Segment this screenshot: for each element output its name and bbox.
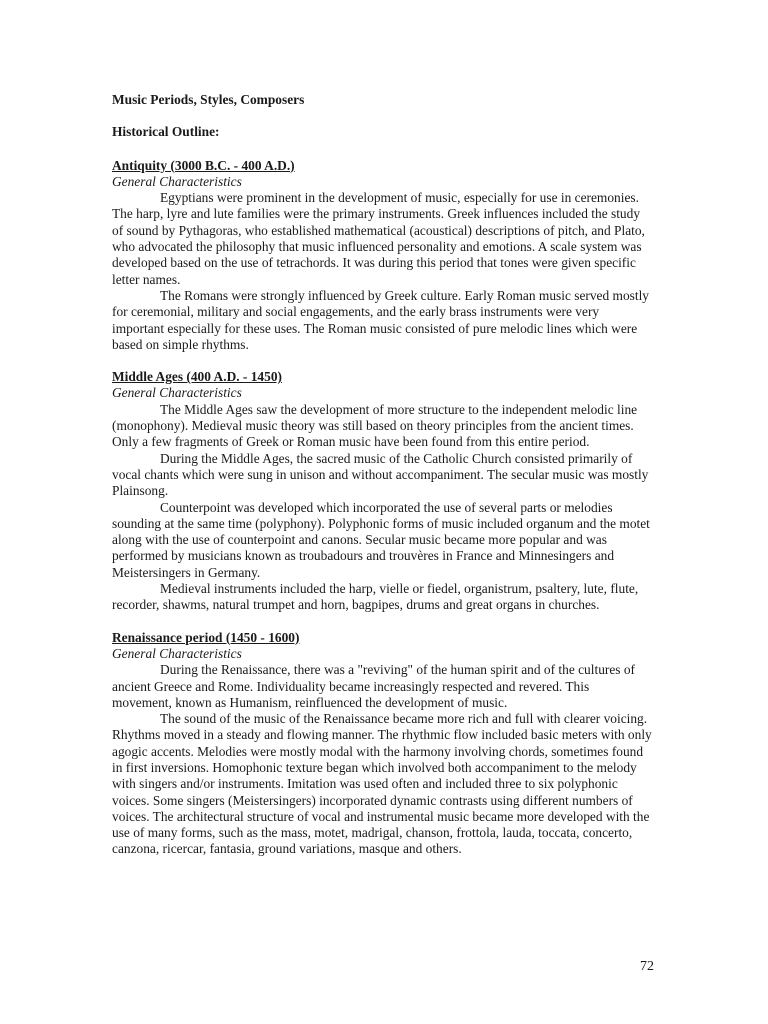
section-antiquity bbox=[112, 158, 652, 354]
paragraph: The Middle Ages saw the development of more structure to the independent melodic line (monophony). Medieval music theory was still based on theory principles from the ancient times. Only a few fragments of Greek or Roman music have been found from this entire period. bbox=[112, 401, 638, 450]
paragraph: Egyptians were prominent in the development of music, especially for use in ceremonies. The harp, lyre and lute families were the primary instruments. Greek influences included the study of sound by Pythagoras, who established mathematical (acoustical) descriptions of pitch, and Plato, who advocated the philosophy that music influenced personality and emotions. A scale system was developed based on the use of tetrachords. It was during this period that tones were given specific letter names. bbox=[112, 190, 645, 287]
outline-heading: Historical Outline: bbox=[112, 124, 220, 140]
paragraph: During the Renaissance, there was a "reviving" of the human spirit and of the cultures of ancient Greece and Rome. Individuality became increasingly respected and revered. This movement, known as Humanism, reinfluenced the development of music. bbox=[112, 662, 636, 710]
section-heading: Renaissance period (1450 - 1600) bbox=[112, 629, 300, 645]
section-subheading: General Characteristics bbox=[112, 385, 242, 401]
paragraph: During the Middle Ages, the sacred music of the Catholic Church consisted primarily of vocal chants which were sung in unison and without accompaniment. The secular music was mostly Plainsong. bbox=[112, 450, 649, 499]
paragraph: The sound of the music of the Renaissance became more rich and full with clearer voicing. Rhythms moved in a steady and flowing manner. The rhythmic flow included basic meters with only agogic accents. Melodies were mostly modal with the harmony involving chords, sometimes found in first inversions. Homophonic texture began which involved both accompaniment to the melody with singers and/or instruments. Imitation was used often and included three to six polyphonic voices. Some singers (Meistersingers) incorporated dynamic contrasts using different numbers of voices. The architectural structure of vocal and instrumental music became more developed with the use of many forms, such as the mass, motet, madrigal, chanson, frottola, lauda, toccata, concerto, canzona, ricercar, fantasia, ground variations, masque and others. bbox=[112, 711, 652, 857]
paragraph: Counterpoint was developed which incorporated the use of several parts or melodies sounding at the same time (polyphony). Polyphonic forms of music included organum and the motet along with the use of counterpoint and canons. Secular music became more popular and was performed by musicians known as troubadours and trouvères in France and Minnesingers and Meistersingers in Germany. bbox=[112, 499, 650, 580]
paragraph: Medieval instruments included the harp, vielle or fiedel, organistrum, psaltery, lute, flute, recorder, shawms, natural trumpet and horn, bagpipes, drums and great organs in churches. bbox=[112, 581, 639, 613]
section-heading: Antiquity (3000 B.C. - 400 A.D.) bbox=[112, 157, 295, 173]
section-subheading: General Characteristics bbox=[112, 173, 242, 189]
section-heading: Middle Ages (400 A.D. - 1450) bbox=[112, 369, 282, 385]
section-middle-ages bbox=[112, 369, 652, 613]
page-number: 72 bbox=[640, 959, 654, 974]
document-body bbox=[112, 92, 652, 874]
paragraph: The Romans were strongly influenced by Greek culture. Early Roman music served mostly for ceremonial, military and social engagements, and the early brass instruments were very important especially for these uses. The Roman music consisted of pure melodic lines which were based on simple rhythms. bbox=[112, 287, 650, 352]
section-subheading: General Characteristics bbox=[112, 645, 242, 661]
document-title: Music Periods, Styles, Composers bbox=[112, 92, 305, 107]
section-renaissance bbox=[112, 630, 652, 858]
